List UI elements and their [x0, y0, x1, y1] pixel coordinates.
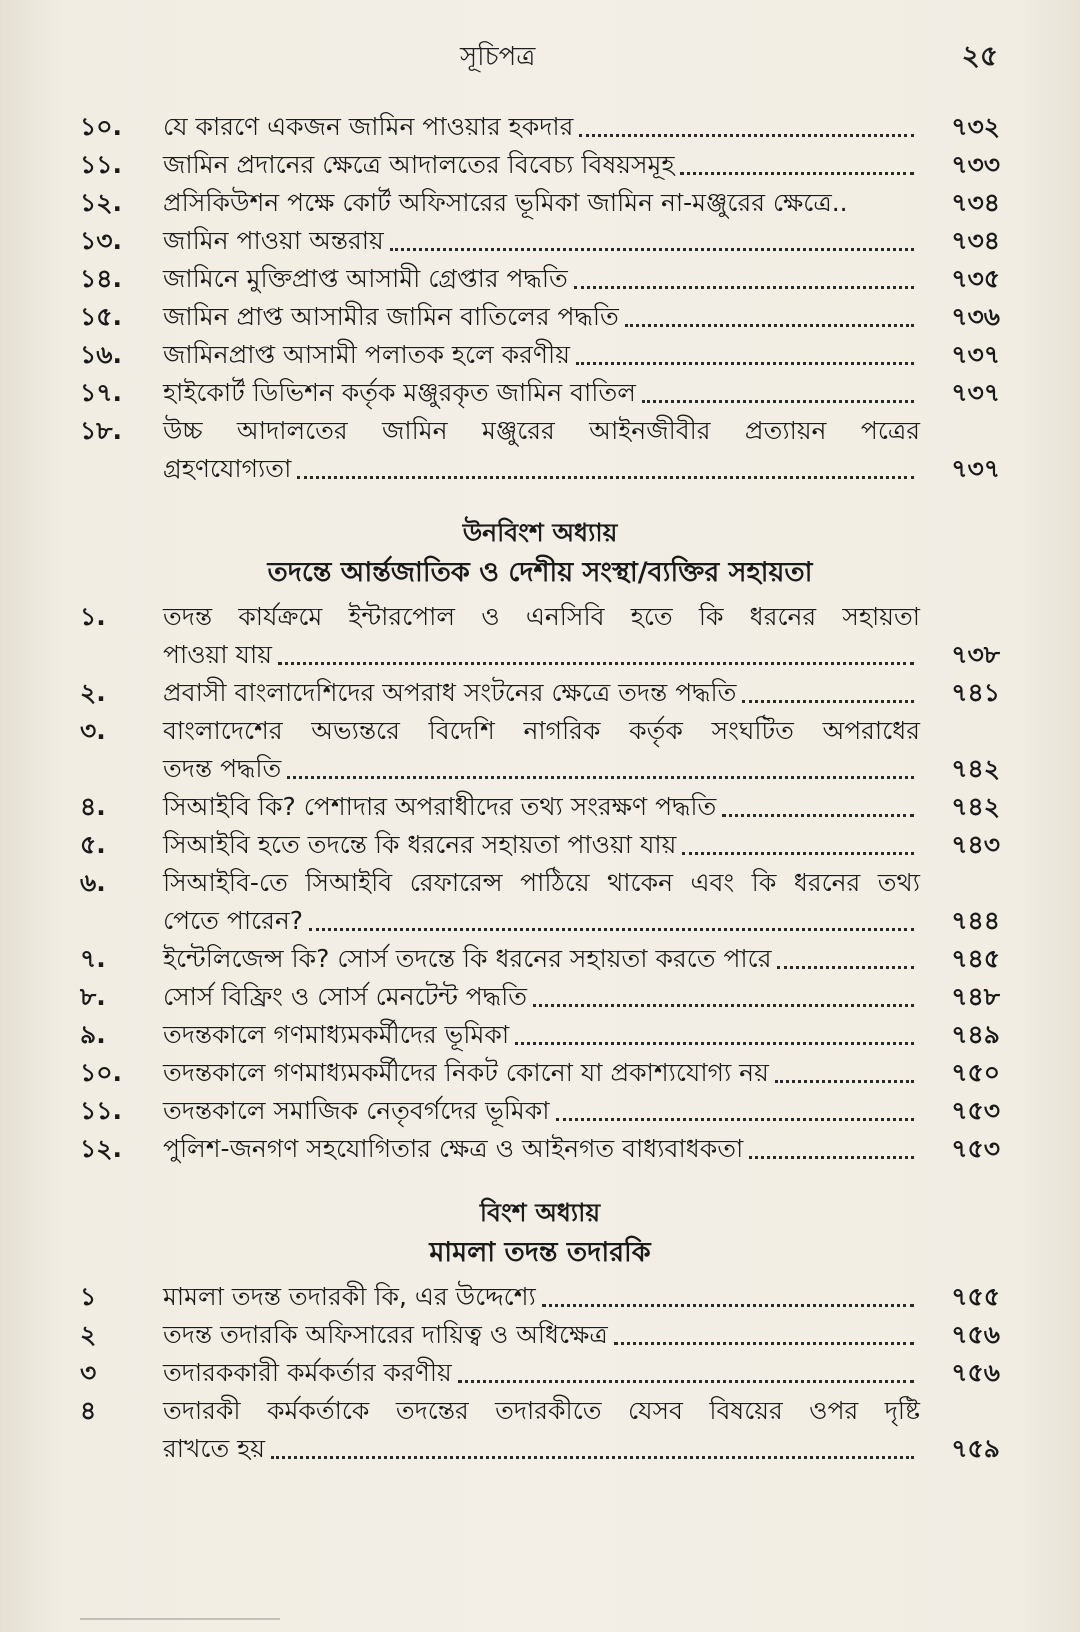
toc-entry — [80, 1054, 1000, 1092]
leader-dots — [775, 1080, 914, 1083]
entry-page: ৭৩৭ — [951, 454, 1000, 483]
toc-entry — [80, 1354, 1000, 1392]
toc-entry — [80, 788, 1000, 826]
entry-title: পুলিশ-জনগণ সহযোগিতার ক্ষেত্র ও আইনগত বাধ্যবাধকতা — [163, 1134, 744, 1163]
entry-title-line1: উচ্চ আদালতের জামিন মঞ্জুরের আইনজীবীর প্রত্যায়ন পত্রের — [163, 416, 920, 445]
leader-dots — [515, 1042, 914, 1045]
entry-page: ৭৫৯ — [951, 1434, 1000, 1463]
toc-entry — [80, 940, 1000, 978]
entry-number: ১০. — [80, 1058, 122, 1087]
chapter-heading: উনবিংশ অধ্যায় — [462, 518, 618, 547]
chapter-heading: বিংশ অধ্যায় — [479, 1198, 601, 1227]
leader-dots — [722, 814, 914, 817]
page-title: সূচিপত্র — [460, 42, 536, 72]
entry-number: ৮. — [80, 982, 106, 1011]
toc-entry — [80, 978, 1000, 1016]
toc-entry — [80, 1130, 1000, 1168]
entry-page: ৭৩৪ — [951, 226, 1000, 255]
table-of-contents — [80, 108, 1000, 1468]
page-number: ২৫ — [961, 39, 998, 72]
entry-page: ৭৪৫ — [951, 944, 1000, 973]
entry-number: ১২. — [80, 1134, 122, 1163]
entry-number: ৫. — [80, 830, 106, 859]
entry-title: হাইকোর্ট ডিভিশন কর্তৃক মঞ্জুরকৃত জামিন বাতিল — [163, 378, 636, 407]
entry-title: যে কারণে একজন জামিন পাওয়ার হকদার — [163, 112, 574, 141]
entry-page: ৭৪১ — [951, 678, 1000, 707]
entry-page: ৭৩৭ — [951, 378, 1000, 407]
entry-title: তদন্ত তদারকি অফিসারের দায়িত্ব ও অধিক্ষেত্র — [163, 1320, 608, 1349]
entry-title-line1: বাংলাদেশের অভ্যন্তরে বিদেশি নাগরিক কর্তৃক সংঘটিত অপরাধের — [163, 716, 920, 745]
entry-number: ৬. — [80, 868, 106, 897]
leader-dots — [309, 928, 914, 931]
toc-entry — [80, 108, 1000, 146]
entry-page: ৭৫৩ — [951, 1096, 1000, 1125]
entry-page: ৭৩২ — [951, 112, 1000, 141]
leader-dots — [642, 400, 914, 403]
entry-page: ৭৪৯ — [951, 1020, 1000, 1049]
entry-title: জামিনপ্রাপ্ত আসামী পলাতক হলে করণীয় — [163, 340, 570, 369]
toc-entry — [80, 864, 1000, 940]
entry-title: সোর্স বিফ্রিং ও সোর্স মেনটেন্ট পদ্ধতি — [163, 982, 528, 1011]
leader-dots — [458, 1380, 914, 1383]
entry-title: তদন্তকালে সমাজিক নেতৃবর্গদের ভূমিকা — [163, 1096, 550, 1125]
toc-entry — [80, 674, 1000, 712]
leader-dots — [579, 134, 914, 137]
entry-page: ৭৪২ — [951, 754, 1000, 783]
entry-title: তদন্তকালে গণমাধ্যমকর্মীদের নিকট কোনো যা প্রকাশ্যযোগ্য নয় — [163, 1058, 769, 1087]
toc-entry — [80, 1392, 1000, 1468]
chapter-title: মামলা তদন্ত তদারকি — [429, 1237, 651, 1268]
leader-dots — [574, 286, 914, 289]
toc-entry — [80, 260, 1000, 298]
entry-number: ৩. — [80, 716, 106, 745]
entry-title: ইন্টেলিজেন্স কি? সোর্স তদন্তে কি ধরনের সহায়তা করতে পারে — [163, 944, 772, 973]
entry-number: ৭. — [80, 944, 106, 973]
entry-page: ৭৪৩ — [951, 830, 1000, 859]
entry-number: ৩ — [80, 1358, 97, 1387]
entry-title: জামিনে মুক্তিপ্রাপ্ত আসামী গ্রেপ্তার পদ্ধতি — [163, 264, 568, 293]
page-edge-line — [80, 1618, 280, 1632]
entry-number: ১৩. — [80, 226, 122, 255]
toc-entry — [80, 222, 1000, 260]
entry-number: ২ — [80, 1320, 97, 1349]
leader-dots — [533, 1004, 914, 1007]
entry-title-line2: গ্রহণযোগ্যতা — [163, 454, 292, 483]
toc-entry — [80, 184, 1000, 222]
entry-number: ৪ — [80, 1396, 97, 1425]
leader-dots — [390, 248, 914, 251]
entry-page: ৭৫৬ — [951, 1358, 1000, 1387]
entry-number: ৯. — [80, 1020, 106, 1049]
entry-page: ৭৩৮ — [951, 640, 1000, 669]
entry-page: ৭৩৭ — [951, 340, 1000, 369]
entry-title: জামিন প্রদানের ক্ষেত্রে আদালতের বিবেচ্য বিষয়সমূহ — [163, 150, 675, 179]
entry-number: ১২. — [80, 188, 122, 217]
leader-dots — [271, 1456, 914, 1459]
toc-entry — [80, 412, 1000, 488]
entry-number: ১৬. — [80, 340, 122, 369]
entry-title: মামলা তদন্ত তদারকী কি, এর উদ্দেশ্যে — [163, 1282, 536, 1311]
toc-entry — [80, 1316, 1000, 1354]
entry-page: ৭৫৫ — [951, 1282, 1000, 1311]
entry-number: ১ — [80, 1282, 97, 1311]
leader-dots — [749, 1156, 914, 1159]
toc-entry — [80, 1016, 1000, 1054]
entry-title-line2: পাওয়া যায় — [163, 640, 272, 669]
toc-entry — [80, 374, 1000, 412]
entry-page: ৭৪৮ — [951, 982, 1000, 1011]
toc-entry — [80, 336, 1000, 374]
toc-entry — [80, 1092, 1000, 1130]
entry-title: জামিন প্রাপ্ত আসামীর জামিন বাতিলের পদ্ধতি — [163, 302, 619, 331]
entry-title-line2: তদন্ত পদ্ধতি — [163, 754, 282, 783]
entry-number: ১১. — [80, 150, 122, 179]
leader-dots — [542, 1304, 914, 1307]
entry-number: ১০. — [80, 112, 122, 141]
toc-entry — [80, 1278, 1000, 1316]
leader-dots — [287, 776, 914, 779]
leader-dots — [556, 1118, 915, 1121]
entry-title: প্রবাসী বাংলাদেশিদের অপরাধ সংটনের ক্ষেত্রে তদন্ত পদ্ধতি — [163, 678, 737, 707]
entry-title-line2: রাখতে হয় — [163, 1434, 266, 1463]
leader-dots — [625, 324, 914, 327]
entry-page: ৭৫৬ — [951, 1320, 1000, 1349]
toc-entry — [80, 146, 1000, 184]
entry-number: ১৪. — [80, 264, 122, 293]
entry-number: ১৫. — [80, 302, 122, 331]
leader-dots — [278, 662, 914, 665]
entry-title-line1: তদারকী কর্মকর্তাকে তদন্তের তদারকীতে যেসব বিষয়ের ওপর দৃষ্টি — [163, 1396, 920, 1425]
leader-dots — [680, 172, 914, 175]
entry-number: ১৭. — [80, 378, 122, 407]
chapter-title: তদন্তে আর্ন্তজাতিক ও দেশীয় সংস্থা/ব্যক্তির সহায়তা — [267, 557, 813, 588]
entry-page: ৭৩৩ — [951, 150, 1000, 179]
toc-entry — [80, 712, 1000, 788]
entry-title: তদারককারী কর্মকর্তার করণীয় — [163, 1358, 452, 1387]
leader-dots — [576, 362, 914, 365]
entry-page: ৭৪৪ — [951, 906, 1000, 935]
entry-title: জামিন পাওয়া অন্তরায় — [163, 226, 384, 255]
entry-title-line2: পেতে পারেন? — [163, 906, 304, 935]
entry-title-line1: তদন্ত কার্যক্রমে ইন্টারপোল ও এনসিবি হতে কি ধরনের সহায়তা — [163, 602, 920, 631]
leader-dots — [682, 852, 914, 855]
toc-entry — [80, 598, 1000, 674]
toc-entry — [80, 298, 1000, 336]
entry-number: ১. — [80, 602, 106, 631]
entry-page: ৭৫৩ — [951, 1134, 1000, 1163]
entry-number: ২. — [80, 678, 106, 707]
entry-number: ৪. — [80, 792, 106, 821]
entry-title-line1: সিআইবি-তে সিআইবি রেফারেন্স পাঠিয়ে থাকেন এবং কি ধরনের তথ্য — [163, 868, 920, 897]
entry-title: সিআইবি কি? পেশাদার অপরাধীদের তথ্য সংরক্ষণ পদ্ধতি — [163, 792, 717, 821]
entry-title: তদন্তকালে গণমাধ্যমকর্মীদের ভূমিকা — [163, 1020, 510, 1049]
entry-page: ৭৪২ — [951, 792, 1000, 821]
running-header — [0, 30, 1080, 80]
entry-number: ১১. — [80, 1096, 122, 1125]
toc-entry — [80, 826, 1000, 864]
entry-page: ৭৩৪ — [951, 188, 1000, 217]
leader-dots — [742, 700, 914, 703]
entry-title: প্রসিকিউশন পক্ষে কোর্ট অফিসারের ভূমিকা জামিন না-মঞ্জুরের ক্ষেত্রে.. — [163, 188, 848, 217]
leader-dots — [777, 966, 914, 969]
entry-page: ৭৩৬ — [951, 302, 1000, 331]
leader-dots — [614, 1342, 914, 1345]
leader-dots — [297, 476, 914, 479]
entry-title: সিআইবি হতে তদন্তে কি ধরনের সহায়তা পাওয়া যায় — [163, 830, 677, 859]
entry-page: ৭৫০ — [951, 1058, 1000, 1087]
entry-page: ৭৩৫ — [951, 264, 1000, 293]
entry-number: ১৮. — [80, 416, 122, 445]
